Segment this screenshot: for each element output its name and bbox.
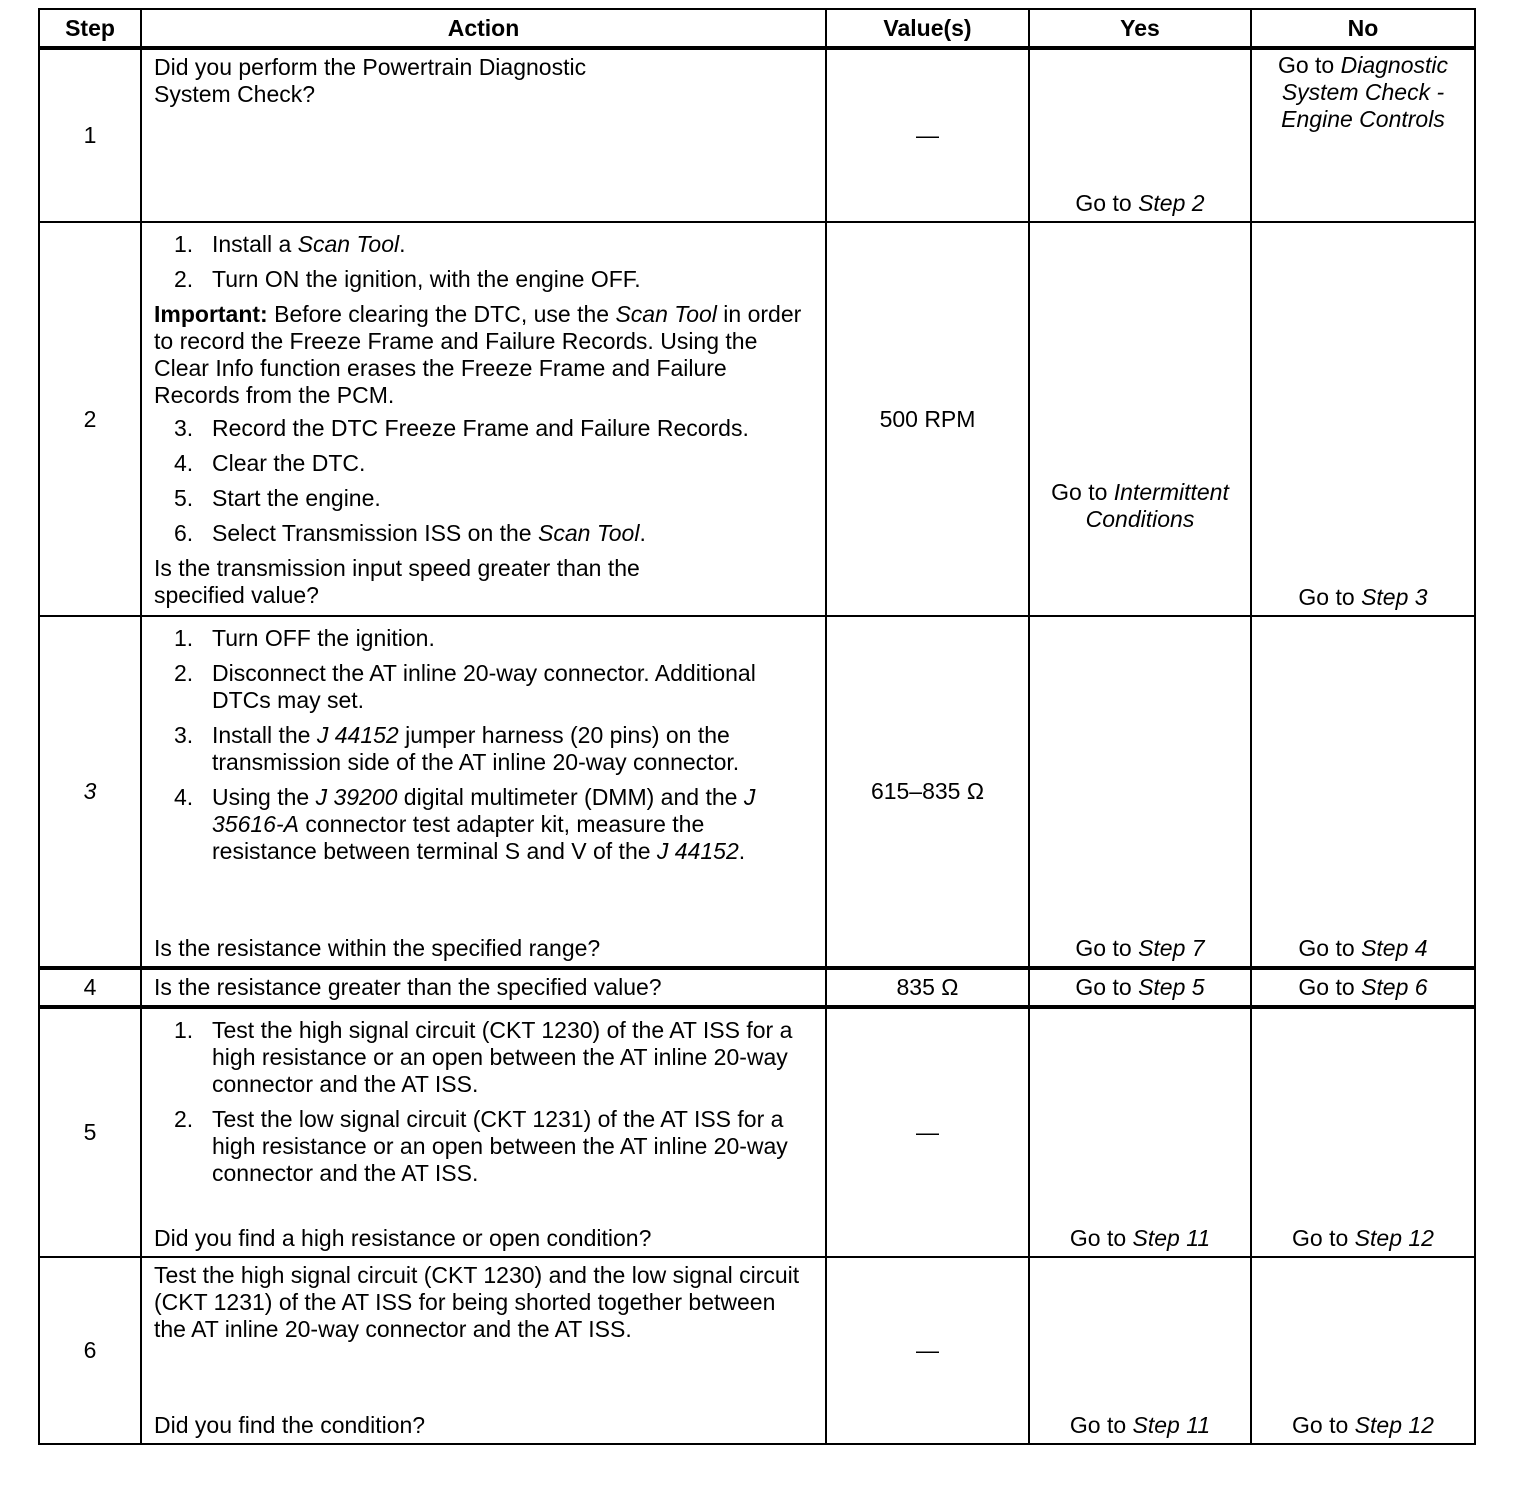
table-row <box>39 616 1475 968</box>
yes-cell <box>1029 222 1251 616</box>
yes-cell[interactable] <box>1029 968 1251 1007</box>
value-cell <box>826 968 1029 1007</box>
yes-link[interactable]: Go to Intermittent Conditions <box>1051 479 1229 532</box>
no-link[interactable]: Go to Step 12 <box>1292 1225 1434 1251</box>
value-text: 835 Ω <box>896 974 959 1000</box>
action-list <box>154 415 811 547</box>
list-item: 5. Start the engine. <box>174 485 381 511</box>
table-row <box>39 1007 1475 1257</box>
important-note: Important: Before clearing the DTC, use the Scan Tool in order to record the Freeze Frame and Failure Records. Using the Clear Info function erases the Freeze Frame and Failure Records from the PCM. <box>154 301 802 408</box>
no-cell[interactable] <box>1251 968 1475 1007</box>
header-action: Action <box>141 9 826 48</box>
step-number: 5 <box>39 1007 141 1257</box>
no-link[interactable]: Go to Step 12 <box>1292 1412 1434 1438</box>
yes-cell <box>1029 1007 1251 1257</box>
no-cell <box>1251 48 1475 222</box>
action-cell <box>141 968 826 1007</box>
list-item: 2. Disconnect the AT inline 20-way connector. Additional DTCs may set. <box>174 660 756 713</box>
header-values: Value(s) <box>826 9 1029 48</box>
yes-link[interactable]: Go to Step 5 <box>1075 974 1205 1000</box>
question: Did you find a high resistance or open condition? <box>154 1225 652 1251</box>
yes-cell <box>1029 48 1251 222</box>
question: Is the transmission input speed greater than the specified value? <box>154 555 640 608</box>
no-link[interactable]: Go to Diagnostic System Check - Engine Controls <box>1277 52 1449 132</box>
list-item: 4. Clear the DTC. <box>174 450 366 476</box>
yes-cell <box>1029 616 1251 968</box>
value-text: 500 RPM <box>879 405 976 432</box>
no-cell <box>1251 1007 1475 1257</box>
value-cell <box>826 222 1029 616</box>
action-cell <box>141 222 826 616</box>
value-text: — <box>916 1119 939 1145</box>
no-link[interactable]: Go to Step 4 <box>1298 935 1428 961</box>
action-list <box>154 1017 811 1187</box>
question: Is the resistance within the specified range? <box>154 935 601 961</box>
header-yes: Yes <box>1029 9 1251 48</box>
step-number: 1 <box>39 48 141 222</box>
value-cell <box>826 1007 1029 1257</box>
yes-link[interactable]: Go to Step 2 <box>1075 190 1205 216</box>
table-row <box>39 968 1475 1007</box>
header-step: Step <box>39 9 141 48</box>
yes-link[interactable]: Go to Step 11 <box>1069 1225 1211 1251</box>
value-text: 615–835 Ω <box>870 778 985 804</box>
step-number: 3 <box>39 616 141 968</box>
question: Is the resistance greater than the specified value? <box>154 974 662 1000</box>
yes-link[interactable]: Go to Step 11 <box>1069 1412 1211 1438</box>
action-list <box>154 625 811 865</box>
no-link[interactable]: Go to Step 3 <box>1298 584 1428 610</box>
action-text: Test the high signal circuit (CKT 1230) and the low signal circuit (CKT 1231) of the AT ISS for being shorted together between the AT inline 20-way connector and the AT ISS. <box>154 1262 800 1342</box>
action-cell <box>141 616 826 968</box>
list-item: 6. Select Transmission ISS on the Scan Tool. <box>174 520 646 546</box>
list-item: 2. Turn ON the ignition, with the engine OFF. <box>174 266 641 292</box>
list-item: 3. Record the DTC Freeze Frame and Failure Records. <box>174 415 749 441</box>
list-item: 4. Using the J 39200 digital multimeter (DMM) and the J 35616-A connector test adapter kit, measure the resistance between terminal S and V of the J 44152. <box>174 784 756 864</box>
no-link[interactable]: Go to Step 6 <box>1298 974 1428 1000</box>
step-number: 6 <box>39 1257 141 1444</box>
header-row <box>39 9 1475 48</box>
value-text: — <box>916 122 939 148</box>
value-cell <box>826 1257 1029 1444</box>
action-cell <box>141 1257 826 1444</box>
yes-cell <box>1029 1257 1251 1444</box>
question: Did you find the condition? <box>154 1412 426 1438</box>
yes-link[interactable]: Go to Step 7 <box>1075 935 1205 961</box>
table-row <box>39 222 1475 616</box>
list-item: 2. Test the low signal circuit (CKT 1231) of the AT ISS for a high resistance or an open between the AT inline 20-way connector and the AT ISS. <box>174 1106 788 1186</box>
header-no: No <box>1251 9 1475 48</box>
diagnostic-table <box>38 8 1476 1445</box>
question: Did you perform the Powertrain Diagnostic System Check? <box>154 54 587 107</box>
action-cell <box>141 48 826 222</box>
value-cell <box>826 48 1029 222</box>
no-cell <box>1251 222 1475 616</box>
action-cell <box>141 1007 826 1257</box>
list-item: 1. Turn OFF the ignition. <box>174 625 435 651</box>
value-cell <box>826 616 1029 968</box>
action-list <box>154 231 811 293</box>
list-item: 1. Install a Scan Tool. <box>174 231 406 257</box>
step-number: 4 <box>39 968 141 1007</box>
no-cell <box>1251 616 1475 968</box>
list-item: 1. Test the high signal circuit (CKT 1230) of the AT ISS for a high resistance or an open between the AT inline 20-way connector and the AT ISS. <box>174 1017 793 1097</box>
value-text: — <box>916 1337 939 1363</box>
table-row <box>39 1257 1475 1444</box>
table-row <box>39 48 1475 222</box>
no-cell <box>1251 1257 1475 1444</box>
list-item: 3. Install the J 44152 jumper harness (20 pins) on the transmission side of the AT inline 20-way connector. <box>174 722 740 775</box>
step-number: 2 <box>39 222 141 616</box>
